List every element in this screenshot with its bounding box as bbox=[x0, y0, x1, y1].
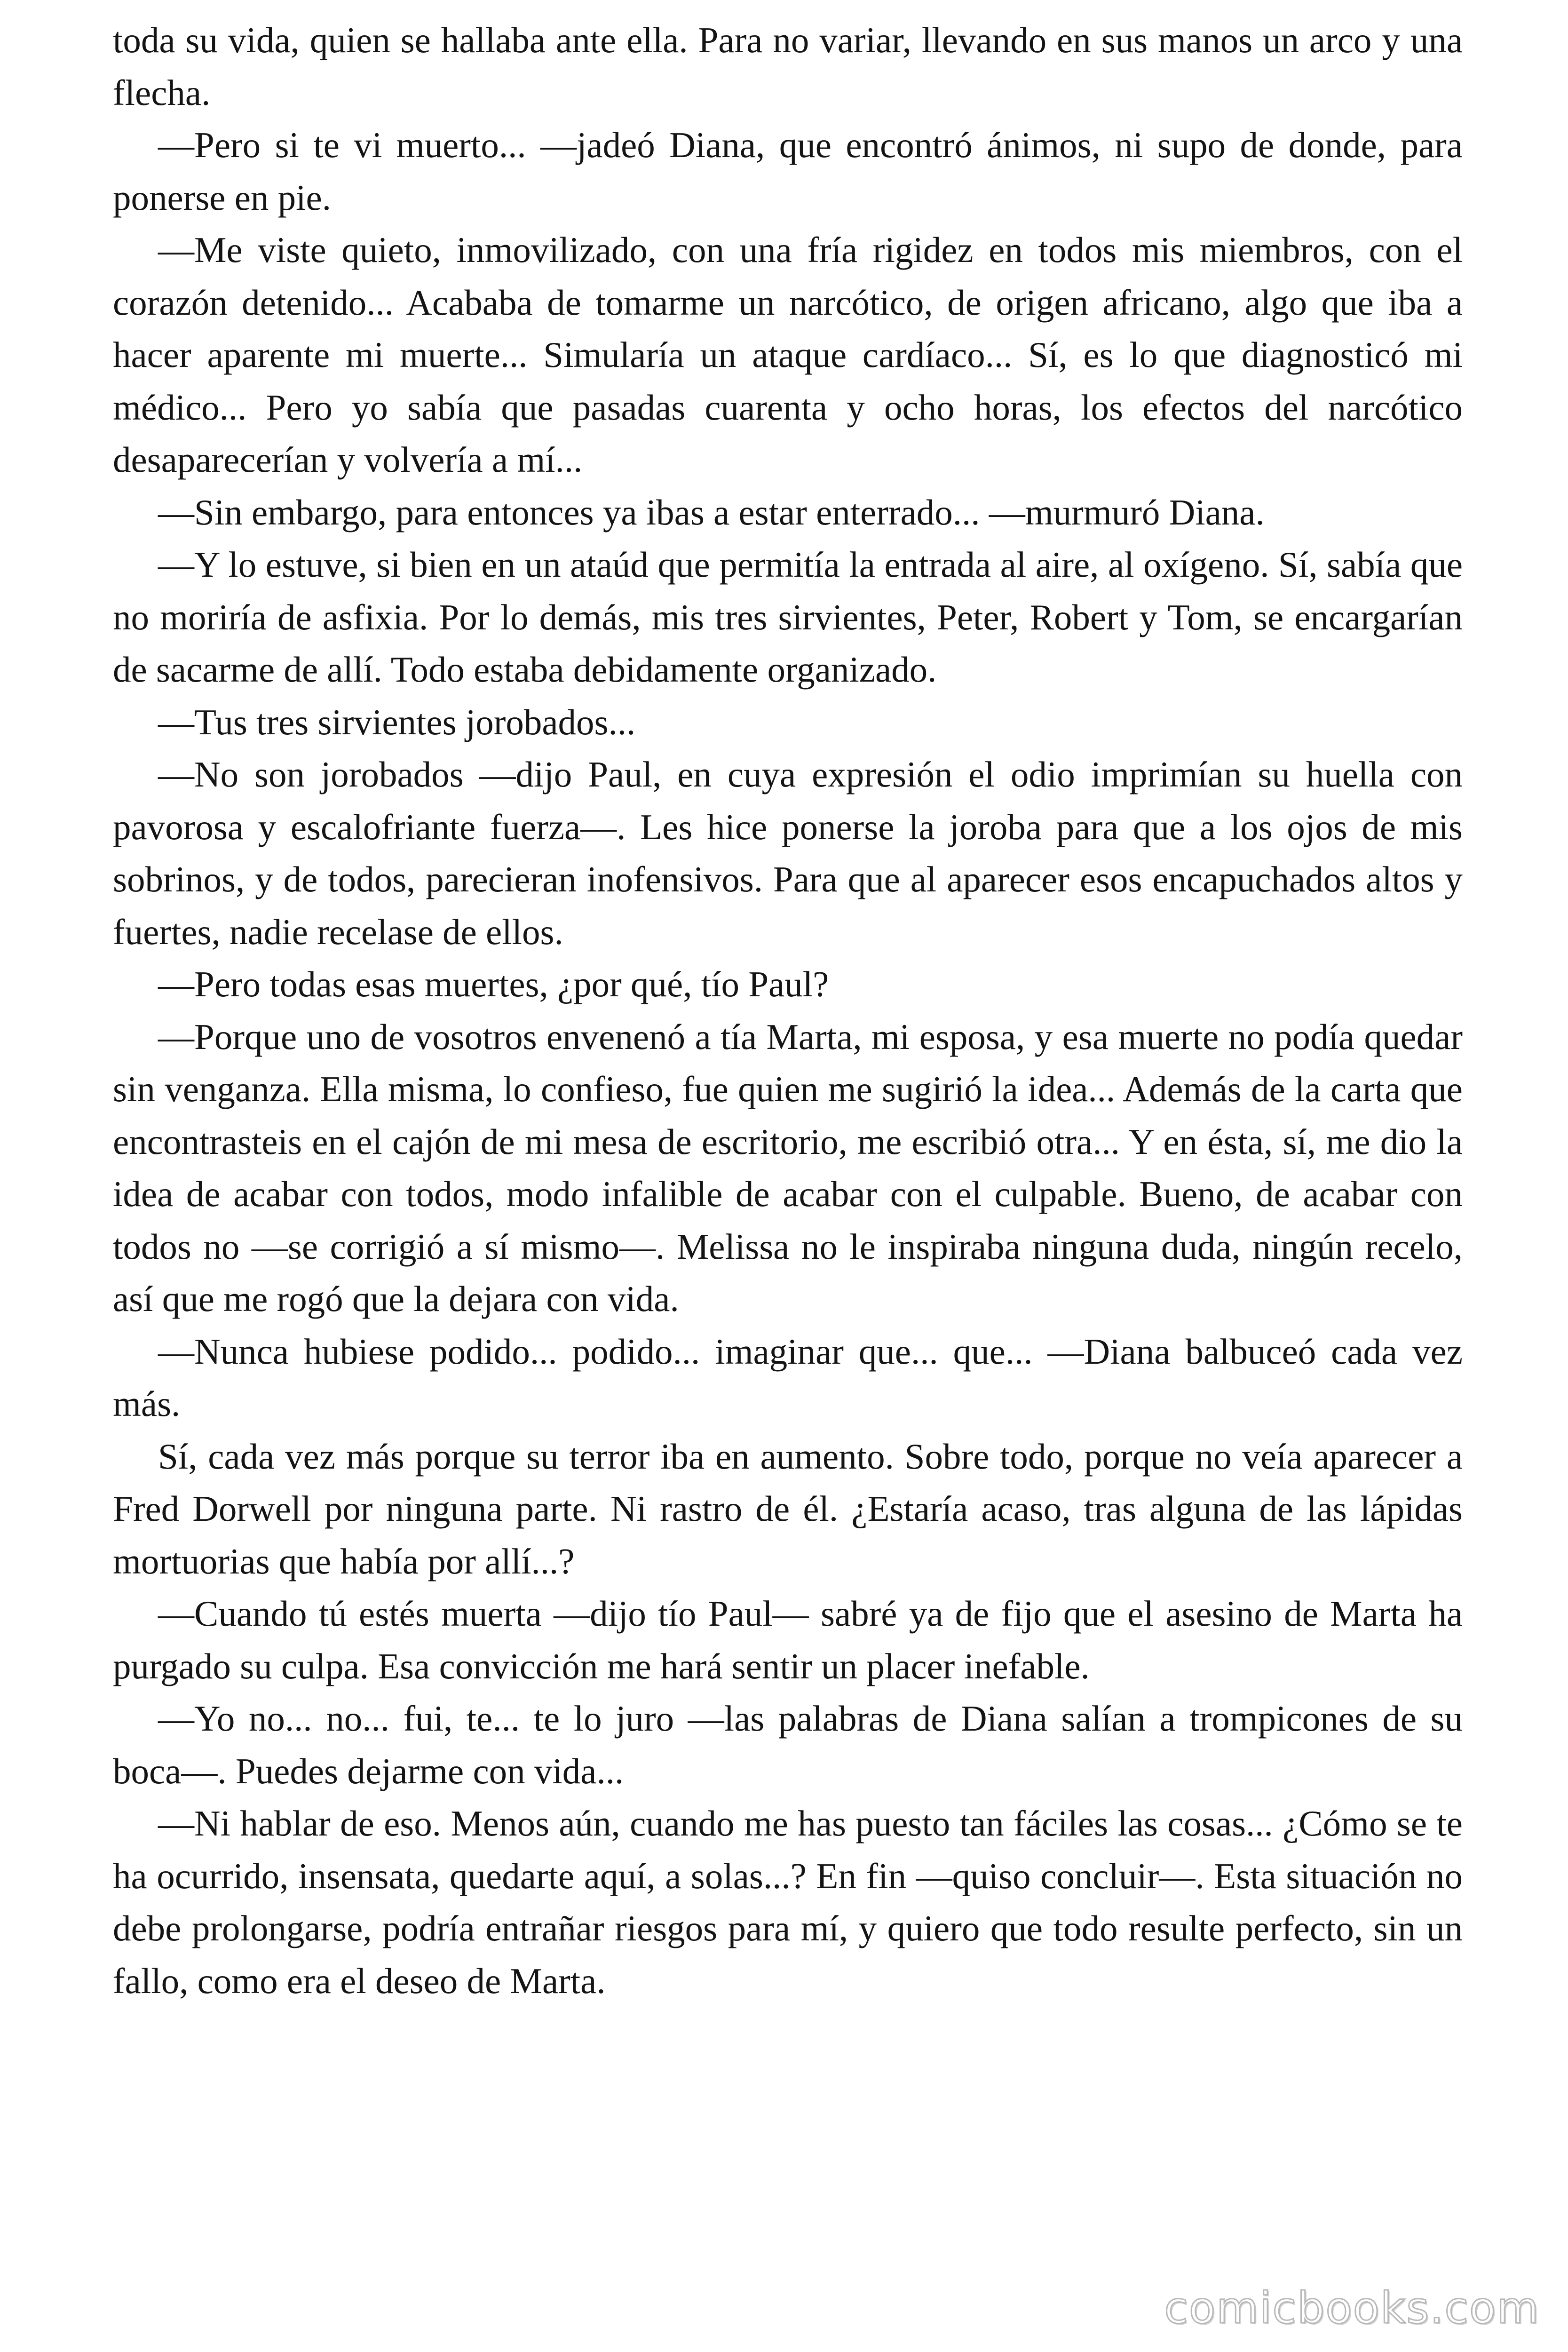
paragraph-7: —No son jorobados —dijo Paul, en cuya expresión el odio imprimían su huella con pavorosa y escalofriante fuerza—. Les hice ponerse la joroba para que a los ojos de mis sobrinos, y de todos, parecieran inofensivos. Para que al aparecer esos encapuchados altos y fuertes, nadie recelase de ellos. bbox=[113, 754, 1463, 952]
paragraph-6: —Tus tres sirvientes jorobados... bbox=[158, 701, 636, 742]
paragraph-9: —Porque uno de vosotros envenenó a tía Marta, mi esposa, y esa muerte no podía quedar sin venganza. Ella misma, lo confieso, fue quien me sugirió la idea... Además de la carta que encontrasteis en el cajón de mi mesa de escritorio, me escribió otra... Y en ésta, sí, me dio la idea de acabar con todos, modo infalible de acabar con el culpable. Bueno, de acabar con todos no —se corrigió a sí mismo—. Melissa no le inspiraba ninguna duda, ningún recelo, así que me rogó que la dejara con vida. bbox=[113, 1016, 1463, 1319]
paragraph-10: —Nunca hubiese podido... podido... imaginar que... que... —Diana balbuceó cada vez más. bbox=[113, 1331, 1463, 1424]
paragraph-8: —Pero todas esas muertes, ¿por qué, tío Paul? bbox=[158, 964, 829, 1004]
paragraph-4: —Sin embargo, para entonces ya ibas a estar enterrado... —murmuró Diana. bbox=[158, 492, 1265, 532]
book-page-text bbox=[113, 14, 1463, 2007]
paragraph-14: —Ni hablar de eso. Menos aún, cuando me has puesto tan fáciles las cosas... ¿Cómo se te ha ocurrido, insensata, quedarte aquí, a solas...? En fin —quiso concluir—. Esta situación no debe prolongarse, podría entrañar riesgos para mí, y quiero que todo resulte perfecto, sin un fallo, como era el deseo de Marta. bbox=[113, 1803, 1463, 2001]
paragraph-1: toda su vida, quien se hallaba ante ella. Para no variar, llevando en sus manos un arco y una flecha. bbox=[113, 20, 1463, 113]
paragraph-11: Sí, cada vez más porque su terror iba en aumento. Sobre todo, porque no veía aparecer a Fred Dorwell por ninguna parte. Ni rastro de él. ¿Estaría acaso, tras alguna de las lápidas mortuorias que había por allí...? bbox=[113, 1436, 1463, 1581]
paragraph-12: —Cuando tú estés muerta —dijo tío Paul— sabré ya de fijo que el asesino de Marta ha purgado su culpa. Esa convicción me hará sentir un placer inefable. bbox=[113, 1593, 1463, 1686]
watermark-logo: comicbooks.com bbox=[1164, 2283, 1540, 2333]
paragraph-3: —Me viste quieto, inmovilizado, con una fría rigidez en todos mis miembros, con el corazón detenido... Acababa de tomarme un narcótico, de origen africano, algo que iba a hacer aparente mi muerte... Simularía un ataque cardíaco... Sí, es lo que diagnosticó mi médico... Pero yo sabía que pasadas cuarenta y ocho horas, los efectos del narcótico desaparecerían y volvería a mí... bbox=[113, 230, 1463, 480]
paragraph-2: —Pero si te vi muerto... —jadeó Diana, que encontró ánimos, ni supo de donde, para ponerse en pie. bbox=[113, 125, 1463, 218]
paragraph-5: —Y lo estuve, si bien en un ataúd que permitía la entrada al aire, al oxígeno. Sí, sabía que no moriría de asfixia. Por lo demás, mis tres sirvientes, Peter, Robert y Tom, se encargarían de sacarme de allí. Todo estaba debidamente organizado. bbox=[113, 544, 1463, 690]
paragraph-13: —Yo no... no... fui, te... te lo juro —las palabras de Diana salían a trompicones de su boca—. Puedes dejarme con vida... bbox=[113, 1698, 1463, 1791]
